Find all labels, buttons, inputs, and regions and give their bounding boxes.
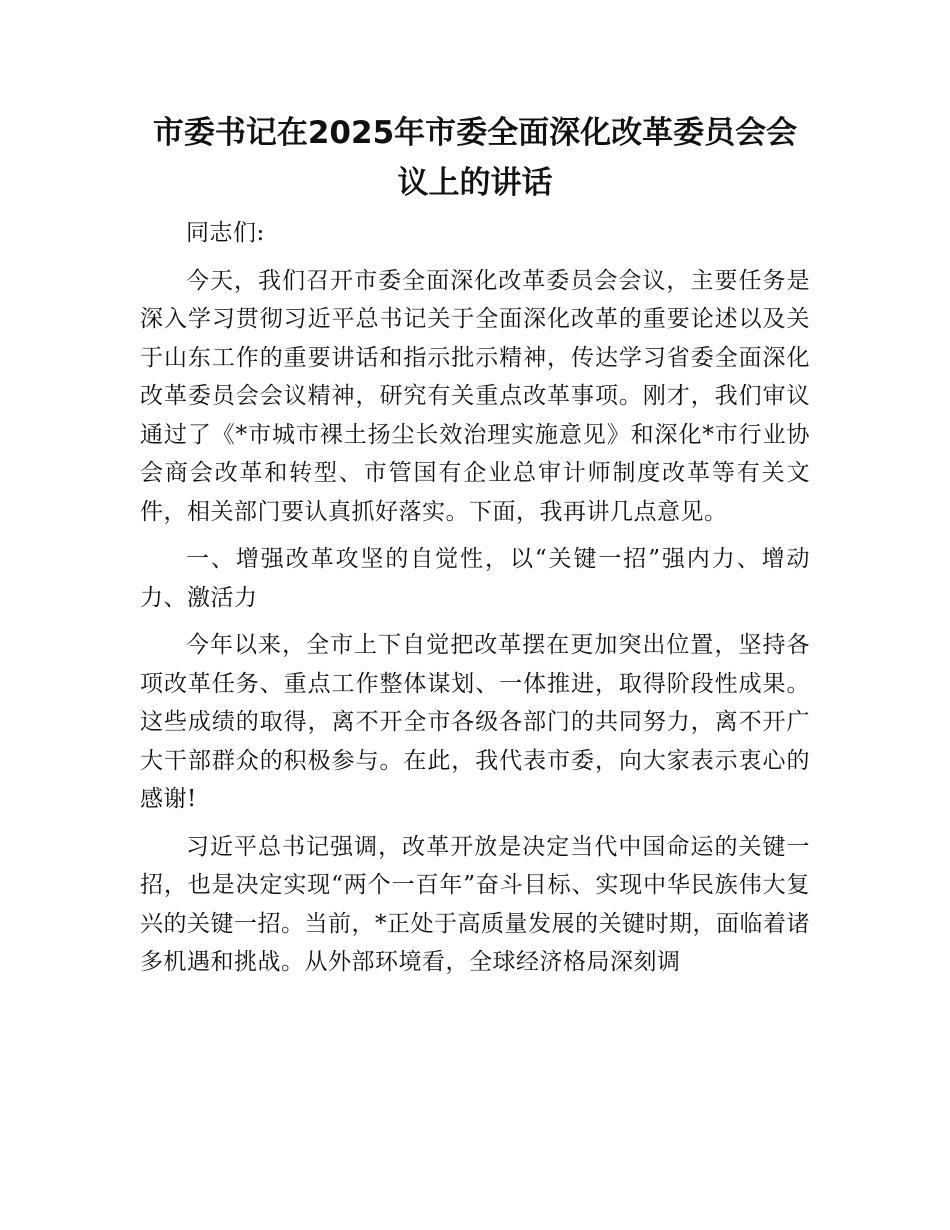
salutation: 同志们: (186, 220, 265, 246)
paragraph-key-move: 习近平总书记强调，改革开放是决定当代中国命运的关键一招，也是决定实现“两个一百年”奋斗目标、实现中华民族伟大复兴的关键一招。当前，*正处于高质量发展的关键时期，面临着诸多机遇和挑战。从外部环境看，全球经济格局深刻调 (140, 833, 810, 975)
section-heading-1: 一、增强改革攻坚的自觉性，以“关键一招”强内力、增动力、激活力 (140, 546, 810, 611)
document-title: 市委书记在2025年市委全面深化改革委员会会议上的讲话 (152, 115, 798, 201)
paragraph-intro: 今天，我们召开市委全面深化改革委员会会议，主要任务是深入学习贯彻习近平总书记关于全面深化改革的重要论述以及关于山东工作的重要讲话和指示批示精神，传达学习省委全面深化改革委员会会议精神，研究有关重点改革事项。刚才，我们审议通过了《*市城市裸土扬尘长效治理实施意见》和深化*市行业协会商会改革和转型、市管国有企业总审计师制度改革等有关文件，相关部门要认真抓好落实。下面，我再讲几点意见。 (140, 267, 810, 525)
document-page (140, 108, 810, 991)
paragraph-achievements: 今年以来，全市上下自觉把改革摆在更加突出位置，坚持各项改革任务、重点工作整体谋划、一体推进，取得阶段性成果。这些成绩的取得，离不开全市各级各部门的共同努力，离不开广大干部群众的积极参与。在此，我代表市委，向大家表示衷心的感谢! (140, 632, 810, 812)
